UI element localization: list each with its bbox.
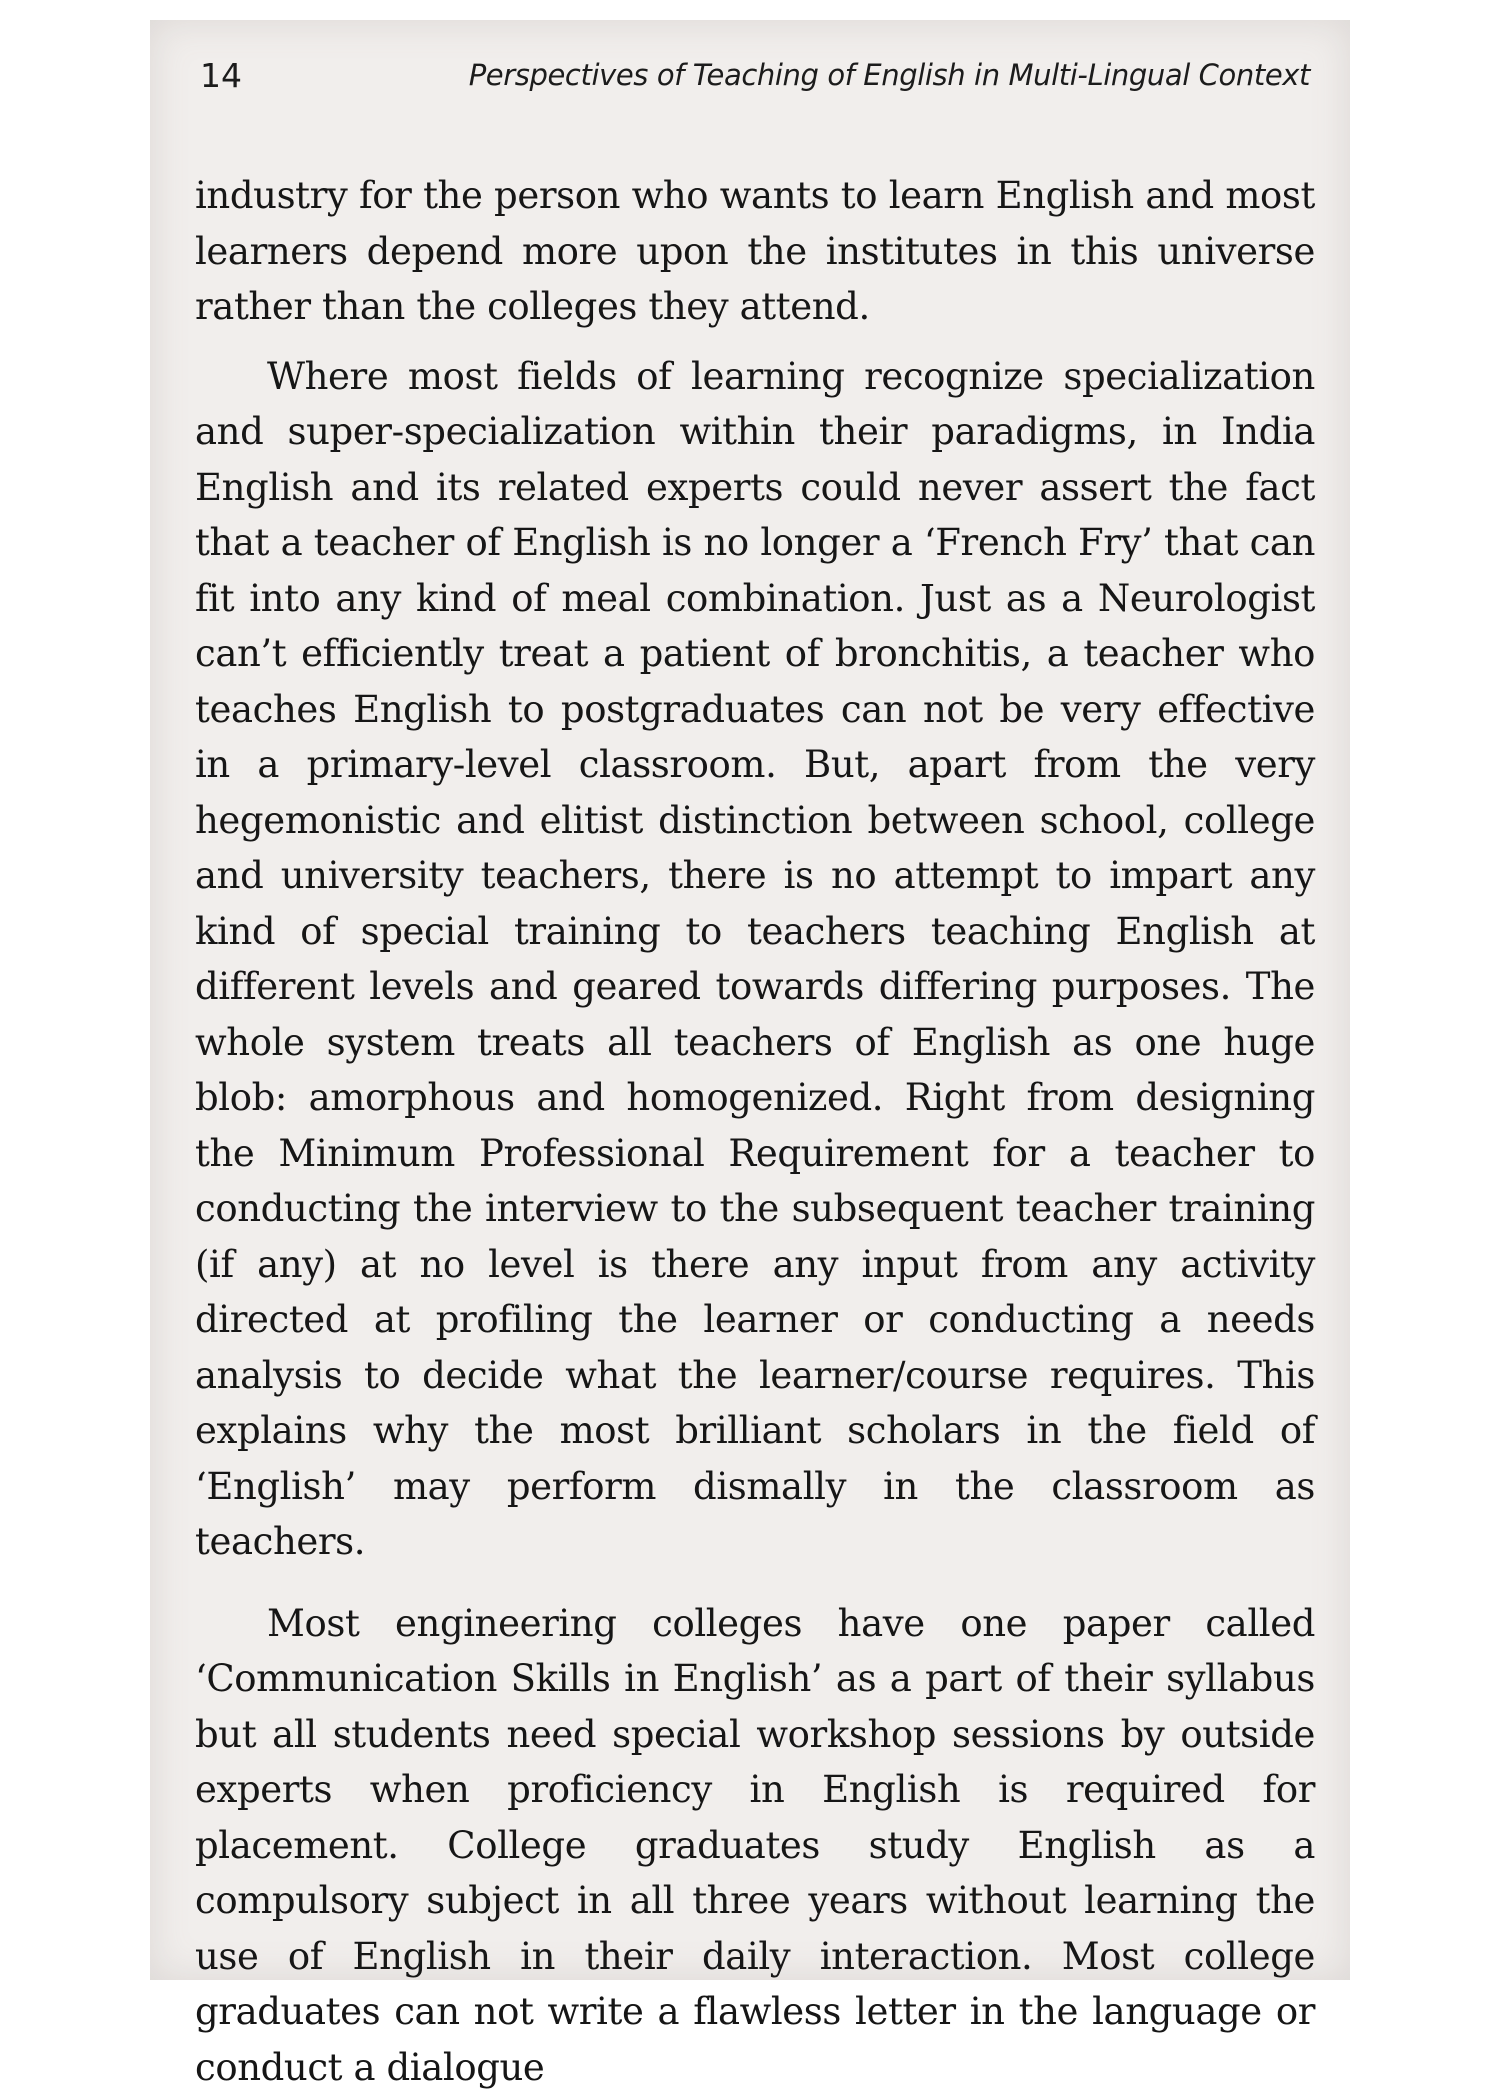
paragraph-specialization: Where most fields of learning recognize specialization and super-specialization within their paradigms, in India English and its related experts could never assert the fact that a teacher of English is no longer a ‘French Fry’ that can fit into any kind of meal combination. Just as a Neurologist can’t efficiently treat a patient of bronchitis, a teacher who teaches English to postgraduates can not be very effective in a primary-level classroom. But, apart from the very hegemonistic and elitist distinction between school, college and university teachers, there is no attempt to impart any kind of special training to teachers teaching English at different levels and geared towards differing purposes. The whole system treats all teachers of English as one huge blob: amorphous and homogenized. Right from designing the Minimum Professional Requirement for a teacher to conducting the interview to the subsequent teacher training (if any) at no level is there any input from any activity directed at profiling the learner or conducting a needs analysis to decide what the learner/course requires. This explains why the most brilliant scholars in the field of ‘English’ may perform dismally in the classroom as teachers. [195, 349, 1315, 1570]
page-number: 14 [200, 56, 242, 95]
book-page [150, 20, 1350, 1980]
book-title: Perspectives of Teaching of English in Multi-Lingual Context [469, 58, 1310, 92]
paragraph-continuation: industry for the person who wants to learn English and most learners depend more upon the institutes in this universe rather than the colleges they attend. [195, 168, 1315, 335]
running-header [200, 48, 1310, 98]
body-text [195, 168, 1315, 2095]
paragraph-engineering-colleges: Most engineering colleges have one paper called ‘Communication Skills in English’ as a part of their syllabus but all students need special workshop sessions by outside experts when proficiency in English is required for placement. College graduates study English as a compulsory subject in all three years without learning the use of English in their daily interaction. Most college graduates can not write a flawless letter in the language or conduct a dialogue [195, 1596, 1315, 2095]
